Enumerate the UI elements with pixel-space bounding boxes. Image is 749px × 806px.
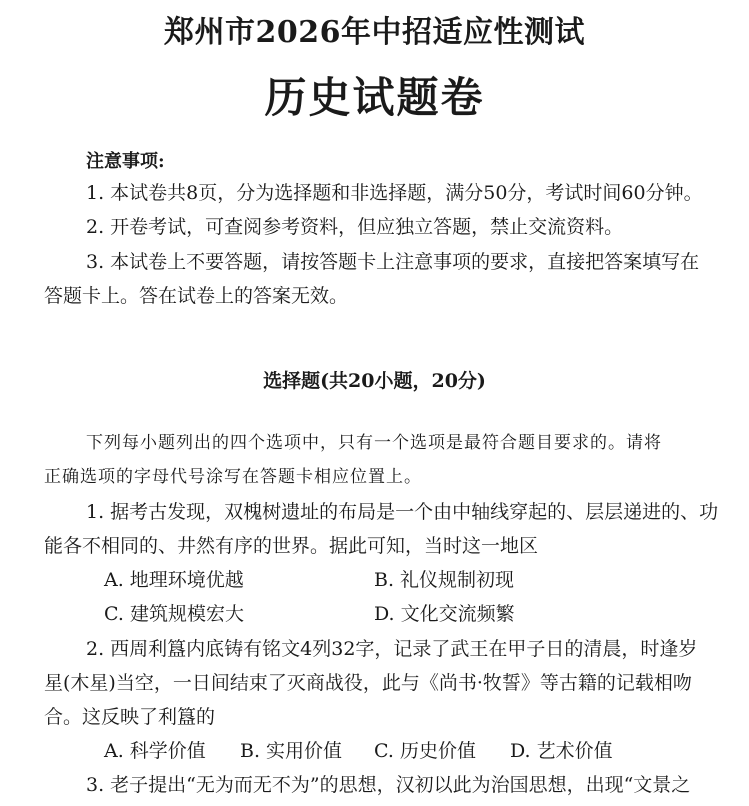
notes-item: 答题卡上。答在试卷上的答案无效。 — [44, 285, 349, 307]
question-stem-line: 合。这反映了利簋的 — [44, 706, 216, 728]
question-stem-line: 3. 老子提出“无为而无不为”的思想，汉初以此为治国思想，出现“文景之 — [86, 774, 691, 796]
notes-item: 1. 本试卷共8页，分为选择题和非选择题，满分50分，考试时间60分钟。 — [86, 182, 703, 204]
option-d: D. 文化交流频繁 — [374, 603, 515, 625]
notes-item: 3. 本试卷上不要答题，请按答题卡上注意事项的要求，直接把答案填写在 — [86, 251, 700, 273]
option-a: A. 科学价值 — [104, 740, 206, 762]
section-heading: 选择题(共20小题，20分) — [263, 370, 486, 392]
question-stem-line: 能各不相同的、井然有序的世界。据此可知，当时这一地区 — [44, 535, 539, 557]
exam-title: 郑州市2026年中招适应性测试 — [164, 15, 585, 50]
instruction-line: 正确选项的字母代号涂写在答题卡相应位置上。 — [44, 467, 422, 487]
option-d: D. 艺术价值 — [510, 740, 613, 762]
option-b: B. 礼仪规制初现 — [374, 569, 515, 591]
notes-item: 2. 开卷考试，可查阅参考资料，但应独立答题，禁止交流资料。 — [86, 216, 624, 238]
instruction-line: 下列每小题列出的四个选项中，只有一个选项是最符合题目要求的。请将 — [86, 433, 662, 453]
option-a: A. 地理环境优越 — [104, 569, 244, 591]
option-c: C. 建筑规模宏大 — [104, 603, 244, 625]
paper-title: 历史试题卷 — [264, 73, 485, 122]
question-stem-line: 1. 据考古发现，双槐树遗址的布局是一个由中轴线穿起的、层层递进的、功 — [86, 501, 719, 523]
option-c: C. 历史价值 — [374, 740, 476, 762]
question-stem-line: 2. 西周利簋内底铸有铭文4列32字，记录了武王在甲子日的清晨，时逢岁 — [86, 638, 698, 660]
question-stem-line: 星(木星)当空，一日间结束了灭商战役，此与《尚书·牧誓》等古籍的记载相吻 — [44, 672, 692, 694]
option-b: B. 实用价值 — [240, 740, 343, 762]
notes-heading: 注意事项: — [86, 151, 165, 172]
